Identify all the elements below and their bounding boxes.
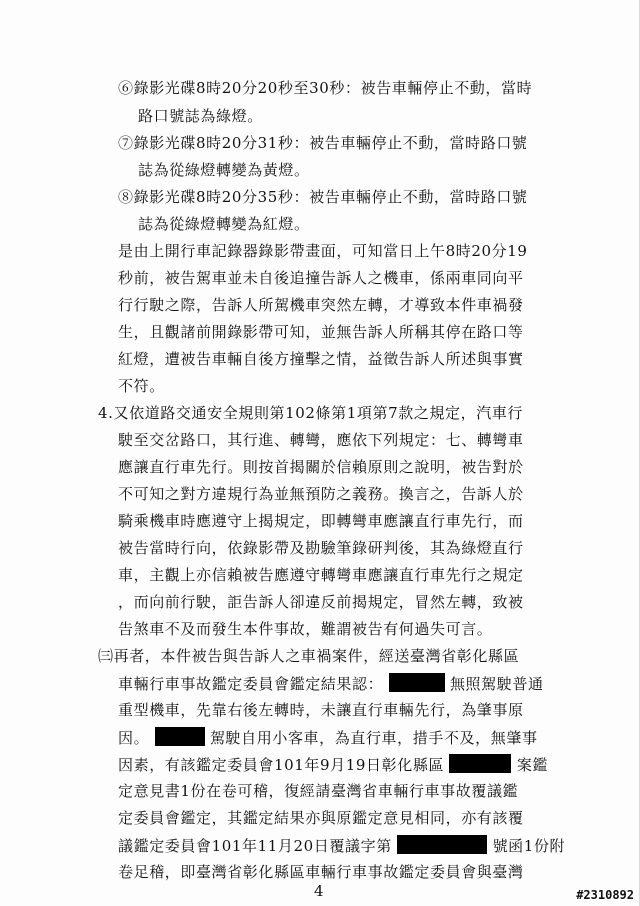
- text-segment: 號函1份附: [492, 837, 566, 855]
- text-line-27: 定意見書1份在卷可稽，復經請臺灣省車輛行車事故覆議鑑: [118, 782, 519, 800]
- redaction-block: [449, 754, 511, 773]
- text-line-29: [118, 835, 565, 856]
- text-segment: 因。: [118, 729, 150, 747]
- text-segment: 案鑑: [516, 756, 549, 774]
- text-line-26: [118, 754, 548, 775]
- text-line-3: ⑦錄影光碟8時20分31秒：被告車輛停止不動，當時路口號: [118, 134, 528, 152]
- text-line-9: 行行駛之際，告訴人所駕機車突然左轉，才導致本件車禍發: [118, 296, 524, 314]
- text-line-30: 卷足稽，即臺灣省彰化縣區車輛行車事故鑑定委員會與臺灣: [118, 863, 524, 881]
- text-line-13: 4.又依道路交通安全規則第102條第1項第7款之規定，汽車行: [98, 404, 524, 422]
- text-segment: 因素，有該鑑定委員會101年9月19日彰化縣區: [118, 756, 445, 774]
- text-line-8: 秒前，被告駕車並未自後追撞告訴人之機車，係兩車同向平: [118, 269, 524, 287]
- text-segment: 駕駛自用小客車，為直行車，措手不及，無肇事: [209, 729, 538, 747]
- text-segment: 車輛行車事故鑑定委員會鑑定結果認：: [118, 675, 384, 693]
- text-segment: 無照駕駛普通: [449, 675, 544, 693]
- text-line-24: 重型機車，先靠右後左轉時，未讓直行車輛先行，為肇事原: [118, 701, 524, 719]
- redaction-block: [389, 673, 445, 692]
- text-line-19: 車，主觀上亦信賴被告應遵守轉彎車應讓直行車先行之規定: [118, 566, 524, 584]
- text-segment: 議鑑定委員會101年11月20日覆議字第: [118, 837, 392, 855]
- text-line-4: 誌為從綠燈轉變為黃燈。: [138, 161, 310, 179]
- text-line-15: 應讓直行車先行。則按首揭關於信賴原則之說明，被告對於: [118, 458, 524, 476]
- redaction-block: [155, 727, 205, 746]
- text-line-1: ⑥錄影光碟8時20分20秒至30秒：被告車輛停止不動，當時: [118, 79, 533, 97]
- text-line-22: ㈢再者，本件被告與告訴人之車禍案件，經送臺灣省彰化縣區: [98, 647, 520, 665]
- redaction-block: [397, 835, 487, 854]
- text-line-10: 生，且觀諸前開錄影帶可知，並無告訴人所稱其停在路口等: [118, 323, 524, 341]
- text-line-23: [118, 673, 544, 694]
- text-line-18: 被告當時行向，依錄影帶及勘驗筆錄研判後，其為綠燈直行: [118, 539, 524, 557]
- text-line-2: 路口號誌為綠燈。: [138, 107, 263, 125]
- text-line-12: 不符。: [118, 377, 165, 395]
- text-line-6: 誌為從綠燈轉變為紅燈。: [138, 215, 310, 233]
- text-line-7: 是由上開行車記錄器錄影帶畫面，可知當日上午8時20分19: [118, 242, 528, 260]
- text-line-25: [118, 727, 538, 748]
- text-line-21: 告煞車不及而發生本件事故，難謂被告有何過失可言。: [118, 620, 493, 638]
- page-number: 4: [314, 882, 324, 900]
- text-line-14: 駛至交岔路口，其行進、轉彎，應依下列規定：七、轉彎車: [118, 431, 524, 449]
- document-id-stamp: #2310892: [576, 888, 634, 902]
- text-line-28: 定委員會鑑定，其鑑定結果亦與原鑑定意見相同，亦有該覆: [118, 809, 524, 827]
- text-line-5: ⑧錄影光碟8時20分35秒：被告車輛停止不動，當時路口號: [118, 188, 528, 206]
- text-line-20: ，而向前行駛，詎告訴人卻違反前揭規定，冒然左轉，致被: [118, 593, 524, 611]
- text-line-11: 紅燈，遭被告車輛自後方撞擊之情，益徵告訴人所述與事實: [118, 350, 524, 368]
- text-line-16: 不可知之對方違規行為並無預防之義務。換言之，告訴人於: [118, 485, 524, 503]
- text-line-17: 騎乘機車時應遵守上揭規定，即轉彎車應讓直行車先行，而: [118, 512, 524, 530]
